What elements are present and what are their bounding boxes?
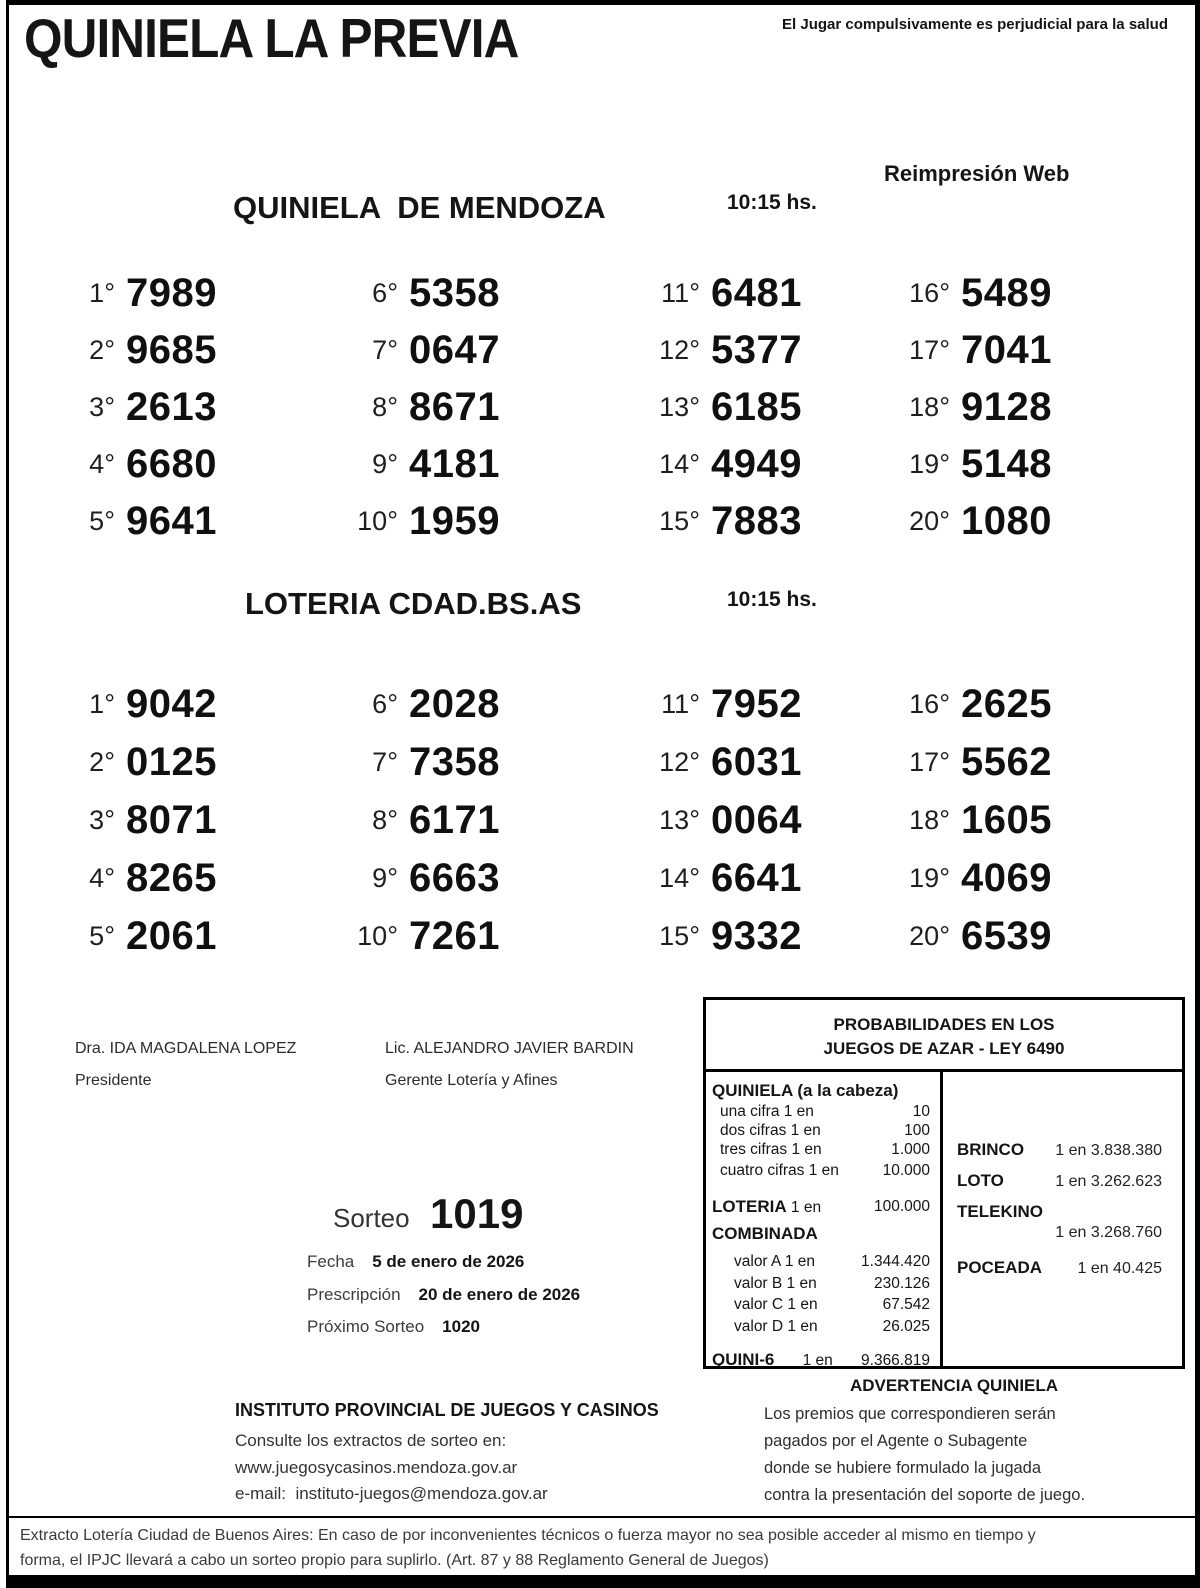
loteria-odds-value: 100.000	[873, 1198, 930, 1215]
result-position: 7°	[372, 335, 398, 365]
probabilities-header	[706, 1000, 1182, 1072]
draw-time-bsas: 10:15 hs.	[727, 588, 817, 611]
odds-label: valor D 1 en	[734, 1317, 818, 1335]
result-position: 15°	[659, 506, 700, 536]
results-grid-mendoza	[57, 265, 1127, 550]
instituto-email: e-mail: instituto-juegos@mendoza.gov.ar	[235, 1484, 548, 1503]
result-cell	[340, 322, 642, 379]
page-title: QUINIELA LA PREVIA	[24, 7, 519, 69]
result-position: 17°	[909, 335, 950, 365]
result-position: 19°	[909, 862, 950, 893]
odds-value: 100	[904, 1122, 930, 1139]
combinada-title: COMBINADA	[712, 1224, 818, 1243]
odds-row	[712, 1121, 930, 1140]
result-number: 5377	[711, 328, 802, 372]
result-cell	[340, 907, 642, 965]
signatory-role-president: Presidente	[75, 1072, 152, 1089]
loteria-odds-row	[712, 1196, 930, 1219]
result-number: 4069	[961, 855, 1052, 900]
game-odds: 1 en 40.425	[1077, 1260, 1162, 1277]
result-number: 1080	[961, 499, 1052, 543]
result-cell	[340, 379, 642, 436]
result-number: 6680	[126, 442, 217, 486]
result-position: 5°	[89, 920, 115, 951]
result-number: 8671	[409, 385, 500, 429]
result-position: 18°	[909, 804, 950, 835]
odds-value: 10.000	[882, 1162, 930, 1179]
advertencia-line: Los premios que correspondieren serán	[764, 1405, 1056, 1423]
quini6-odds-mid: 1 en	[802, 1352, 833, 1369]
result-position: 1°	[89, 278, 115, 308]
result-cell	[57, 436, 340, 493]
result-number: 6539	[961, 913, 1052, 958]
advertencia-block	[748, 1376, 1160, 1509]
odds-label: dos cifras 1 en	[720, 1122, 821, 1139]
result-position: 2°	[89, 335, 115, 365]
probabilities-header-line1: PROBABILIDADES EN LOS	[833, 1015, 1055, 1034]
result-number: 6481	[711, 271, 802, 315]
odds-label: cuatro cifras 1 en	[720, 1162, 839, 1179]
result-number: 5358	[409, 271, 500, 315]
result-position: 9°	[372, 862, 398, 893]
result-number: 2613	[126, 385, 217, 429]
result-number: 9042	[126, 681, 217, 726]
result-position: 12°	[659, 335, 700, 365]
result-position: 8°	[372, 392, 398, 422]
result-position: 13°	[659, 804, 700, 835]
advertencia-line: contra la presentación del soporte de juego.	[764, 1486, 1086, 1504]
result-position: 16°	[909, 688, 950, 719]
result-position: 16°	[909, 278, 950, 308]
result-number: 1605	[961, 797, 1052, 842]
result-position: 11°	[661, 278, 700, 308]
result-position: 10°	[357, 920, 398, 951]
result-cell	[892, 493, 1127, 550]
result-cell	[340, 436, 642, 493]
game-odds: 1 en 3.838.380	[1055, 1142, 1162, 1159]
result-cell	[57, 907, 340, 965]
sorteo-label: Sorteo	[333, 1203, 410, 1233]
result-position: 5°	[89, 506, 115, 536]
result-number: 7989	[126, 271, 217, 315]
result-cell	[642, 733, 892, 791]
result-number: 6031	[711, 739, 802, 784]
odds-row	[712, 1273, 930, 1295]
draw-title-mendoza: QUINIELA DE MENDOZA	[233, 190, 606, 225]
probabilities-header-line2: JUEGOS DE AZAR - LEY 6490	[823, 1039, 1065, 1058]
result-cell	[892, 322, 1127, 379]
odds-row	[712, 1251, 930, 1273]
signatory-name-manager: Lic. ALEJANDRO JAVIER BARDIN	[385, 1040, 634, 1057]
result-number: 0064	[711, 797, 802, 842]
result-cell	[892, 265, 1127, 322]
game-odds: 1 en 3.262.623	[1055, 1173, 1162, 1190]
result-position: 7°	[372, 746, 398, 777]
probabilities-left-column	[706, 1072, 943, 1369]
odds-value: 230.126	[873, 1274, 930, 1292]
odds-row	[712, 1159, 930, 1182]
odds-label: tres cifras 1 en	[720, 1141, 822, 1158]
result-position: 11°	[661, 688, 700, 719]
draw-title-bsas: LOTERIA CDAD.BS.AS	[245, 586, 582, 621]
result-number: 7358	[409, 739, 500, 784]
result-number: 8071	[126, 797, 217, 842]
probabilities-body	[706, 1072, 1182, 1369]
odds-label: valor A 1 en	[734, 1253, 816, 1270]
prescripcion-value: 20 de enero de 2026	[418, 1285, 581, 1304]
result-position: 3°	[89, 804, 115, 835]
result-number: 7041	[961, 328, 1052, 372]
result-position: 3°	[89, 392, 115, 422]
result-position: 6°	[372, 688, 398, 719]
result-position: 17°	[909, 746, 950, 777]
odds-label: valor C 1 en	[734, 1296, 818, 1313]
odds-row	[712, 1294, 930, 1316]
quini6-odds-value: 9.366.819	[861, 1352, 930, 1369]
game-name: LOTO	[957, 1171, 1004, 1190]
result-cell	[340, 791, 642, 849]
game-odds-row	[957, 1171, 1162, 1191]
result-number: 5489	[961, 271, 1052, 315]
result-number: 7261	[409, 913, 500, 958]
instituto-consulte-line: Consulte los extractos de sorteo en:	[235, 1431, 507, 1450]
result-position: 4°	[89, 449, 115, 479]
result-number: 6641	[711, 855, 802, 900]
game-name: POCEADA	[957, 1258, 1043, 1277]
result-number: 8265	[126, 855, 217, 900]
result-position: 19°	[909, 449, 950, 479]
result-position: 2°	[89, 746, 115, 777]
game-odds-row	[957, 1258, 1162, 1278]
result-number: 9641	[126, 499, 217, 543]
sorteo-fecha-row	[307, 1252, 524, 1272]
result-position: 8°	[372, 804, 398, 835]
odds-value: 26.025	[882, 1317, 930, 1335]
health-warning: El Jugar compulsivamente es perjudicial para la salud	[782, 16, 1168, 33]
odds-row	[712, 1102, 930, 1121]
result-cell	[57, 791, 340, 849]
game-name: BRINCO	[957, 1140, 1025, 1159]
advertencia-line: pagados por el Agente o Subagente	[764, 1432, 1028, 1450]
result-cell	[57, 675, 340, 733]
result-position: 20°	[909, 920, 950, 951]
result-number: 2028	[409, 681, 500, 726]
sorteo-prescripcion-row	[307, 1285, 580, 1305]
result-cell	[340, 733, 642, 791]
probabilities-right-column	[943, 1072, 1182, 1366]
result-cell	[642, 675, 892, 733]
result-position: 6°	[372, 278, 398, 308]
result-cell	[892, 849, 1127, 907]
prescripcion-label: Prescripción	[307, 1285, 401, 1304]
advertencia-title: ADVERTENCIA QUINIELA	[849, 1376, 1059, 1395]
result-cell	[892, 733, 1127, 791]
loteria-odds-label: LOTERIA	[712, 1197, 787, 1216]
result-number: 6185	[711, 385, 802, 429]
result-cell	[892, 379, 1127, 436]
result-cell	[642, 379, 892, 436]
result-cell	[57, 849, 340, 907]
odds-value: 1.344.420	[861, 1253, 930, 1270]
result-cell	[892, 907, 1127, 965]
result-cell	[340, 849, 642, 907]
instituto-name: INSTITUTO PROVINCIAL DE JUEGOS Y CASINOS	[235, 1400, 659, 1420]
quini6-odds-row	[712, 1349, 930, 1372]
result-number: 5148	[961, 442, 1052, 486]
result-cell	[642, 791, 892, 849]
result-cell	[340, 675, 642, 733]
proximo-sorteo-label: Próximo Sorteo	[307, 1317, 425, 1336]
result-position: 10°	[357, 506, 398, 536]
probabilities-box	[703, 997, 1185, 1369]
game-name: TELEKINO	[957, 1202, 1043, 1221]
result-cell	[642, 436, 892, 493]
odds-label: una cifra 1 en	[720, 1103, 814, 1120]
result-cell	[57, 379, 340, 436]
result-number: 5562	[961, 739, 1052, 784]
advertencia-line: donde se hubiere formulado la jugada	[764, 1459, 1042, 1477]
result-cell	[892, 791, 1127, 849]
result-position: 13°	[659, 392, 700, 422]
result-cell	[642, 265, 892, 322]
result-cell	[57, 265, 340, 322]
result-position: 9°	[372, 449, 398, 479]
result-number: 6663	[409, 855, 500, 900]
signatory-role-manager: Gerente Lotería y Afines	[385, 1072, 558, 1089]
result-cell	[57, 493, 340, 550]
result-number: 0647	[409, 328, 500, 372]
result-number: 1959	[409, 499, 500, 543]
odds-value: 67.542	[882, 1296, 930, 1313]
result-number: 9128	[961, 385, 1052, 429]
footer-note-line1: Extracto Lotería Ciudad de Buenos Aires: En caso de por inconvenientes técnicos o fuerza mayor no sea posible acceder al mismo en tiempo y	[20, 1527, 1036, 1544]
draw-time-mendoza: 10:15 hs.	[727, 191, 817, 214]
odds-value: 10	[912, 1103, 930, 1120]
result-number: 2625	[961, 681, 1052, 726]
fecha-value: 5 de enero de 2026	[372, 1252, 525, 1271]
result-position: 1°	[89, 688, 115, 719]
result-number: 4949	[711, 442, 802, 486]
proximo-sorteo-value: 1020	[442, 1317, 480, 1336]
odds-row	[712, 1316, 930, 1338]
result-position: 20°	[909, 506, 950, 536]
result-cell	[642, 849, 892, 907]
result-number: 7952	[711, 681, 802, 726]
odds-value: 1.000	[891, 1141, 930, 1158]
footer-divider	[9, 1516, 1195, 1518]
result-number: 9332	[711, 913, 802, 958]
result-cell	[892, 436, 1127, 493]
result-position: 15°	[659, 920, 700, 951]
result-position: 12°	[659, 746, 700, 777]
result-position: 4°	[89, 862, 115, 893]
footer-note-line2: forma, el IPJC llevará a cabo un sorteo propio para suplirlo. (Art. 87 y 88 Reglamento General de Juegos)	[20, 1552, 769, 1569]
game-odds-row	[957, 1140, 1162, 1160]
result-position: 14°	[659, 862, 700, 893]
result-cell	[340, 265, 642, 322]
result-number: 0125	[126, 739, 217, 784]
sorteo-number: 1019	[430, 1190, 524, 1237]
instituto-block	[235, 1400, 659, 1508]
result-number: 2061	[126, 913, 217, 958]
sorteo-proximo-row	[307, 1317, 480, 1337]
result-cell	[57, 733, 340, 791]
quiniela-odds-title: QUINIELA (a la cabeza)	[712, 1081, 899, 1100]
loteria-odds-mid: 1 en	[790, 1199, 822, 1216]
reprint-label: Reimpresión Web	[884, 161, 1070, 186]
result-number: 4181	[409, 442, 500, 486]
result-cell	[642, 322, 892, 379]
odds-row	[712, 1140, 930, 1159]
result-cell	[892, 675, 1127, 733]
game-odds-row	[957, 1202, 1162, 1242]
result-position: 14°	[659, 449, 700, 479]
fecha-label: Fecha	[307, 1252, 355, 1271]
odds-label: valor B 1 en	[734, 1274, 817, 1292]
result-number: 9685	[126, 328, 217, 372]
result-position: 18°	[909, 392, 950, 422]
result-number: 6171	[409, 797, 500, 842]
result-cell	[340, 493, 642, 550]
quini6-odds-label: QUINI-6	[712, 1350, 775, 1369]
signatory-name-president: Dra. IDA MAGDALENA LOPEZ	[75, 1040, 297, 1057]
result-cell	[642, 907, 892, 965]
results-grid-bsas	[57, 675, 1127, 965]
game-odds: 1 en 3.268.760	[1055, 1224, 1162, 1241]
result-number: 7883	[711, 499, 802, 543]
result-cell	[642, 493, 892, 550]
result-cell	[57, 322, 340, 379]
instituto-url: www.juegosycasinos.mendoza.gov.ar	[235, 1457, 518, 1477]
